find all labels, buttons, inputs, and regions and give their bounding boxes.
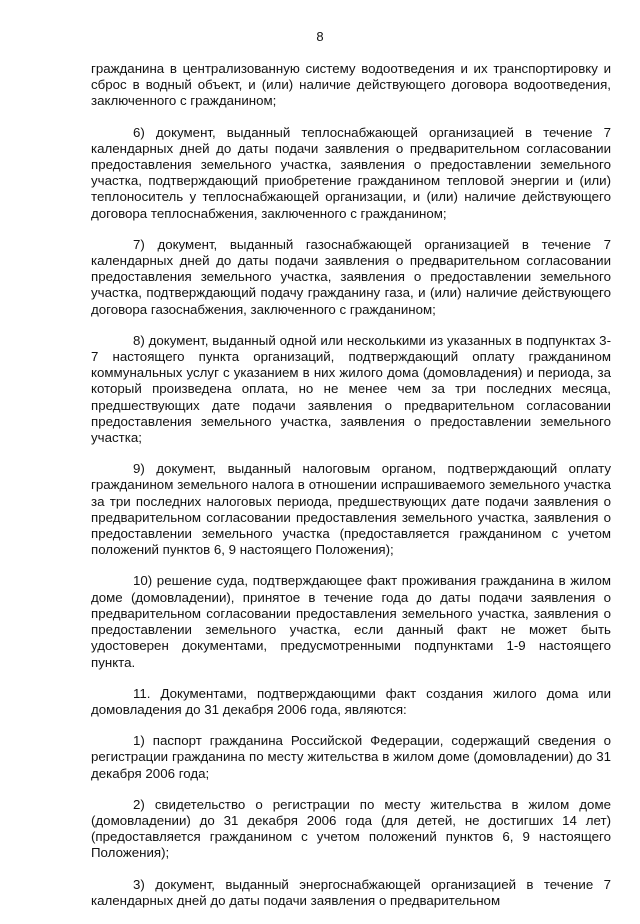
paragraph-item-6: 6) документ, выданный теплоснабжающей организацией в течение 7 календарных дней до даты подачи заявления о предварительном согласовании предоставления земельного участка, заявления о предоставлении земельного участка, подтверждающий приобретение гражданином тепловой энергии и (или) теплоноситель у теплоснабжающей организации, и (или) наличие действующего договора теплоснабжения, заключенного с гражданином; (91, 124, 611, 221)
paragraph-item-9: 9) документ, выданный налоговым органом, подтверждающий оплату гражданином земельного налога в отношении испрашиваемого земельного участка за три последних налоговых периода, предшествующих дате подачи заявления о предварительном согласовании предоставления земельного участка, заявления о предоставлении земельного участка (предоставляется гражданином с учетом положений пунктов 6, 9 настоящего Положения); (91, 461, 611, 558)
paragraph-item-10: 10) решение суда, подтверждающее факт проживания гражданина в жилом доме (домовладении), принятое в течение года до даты подачи заявления о предварительном согласовании предоставления земельного участка, заявления о предоставлении земельного участка, если данный факт не может быть удостоверен документами, предусмотренными подпунктами 1-9 настоящего пункта. (91, 573, 611, 670)
paragraph-continuation: гражданина в централизованную систему водоотведения и их транспортировку и сброс в водный объект, и (или) наличие действующего договора водоотведения, заключенного с гражданином; (91, 61, 611, 109)
paragraph-item-7: 7) документ, выданный газоснабжающей организацией в течение 7 календарных дней до даты подачи заявления о предварительном согласовании предоставления земельного участка, заявления о предоставлении земельного участка, подтверждающий подачу гражданину газа, и (или) наличие действующего договора газоснабжения, заключенного с гражданином; (91, 236, 611, 317)
paragraph-section-11: 11. Документами, подтверждающими факт создания жилого дома или домовладения до 31 декабря 2006 года, являются: (91, 685, 611, 717)
paragraph-11-item-1: 1) паспорт гражданина Российской Федерации, содержащий сведения о регистрации гражданина по месту жительства в жилом доме (домовладении) до 31 декабря 2006 года; (91, 733, 611, 781)
paragraph-11-item-2: 2) свидетельство о регистрации по месту жительства в жилом доме (домовладении) до 31 декабря 2006 года (для детей, не достигших 14 лет) (предоставляется гражданином с учетом положений пунктов 6, 9 настоящего Положения); (91, 796, 611, 861)
paragraph-item-8: 8) документ, выданный одной или несколькими из указанных в подпунктах 3-7 настоящего пункта организаций, подтверждающий оплату гражданином коммунальных услуг с указанием в них жилого дома (домовладения) и периода, за который произведена оплата, но не менее чем за три последних месяца, предшествующих дате подачи заявления о предварительном согласовании предоставления земельного участка, заявления о предоставлении земельного участка; (91, 332, 611, 446)
document-body (91, 61, 611, 924)
page-number: 8 (316, 29, 324, 44)
paragraph-11-item-3: 3) документ, выданный энергоснабжающей организацией в течение 7 календарных дней до даты подачи заявления о предварительном (91, 876, 611, 908)
